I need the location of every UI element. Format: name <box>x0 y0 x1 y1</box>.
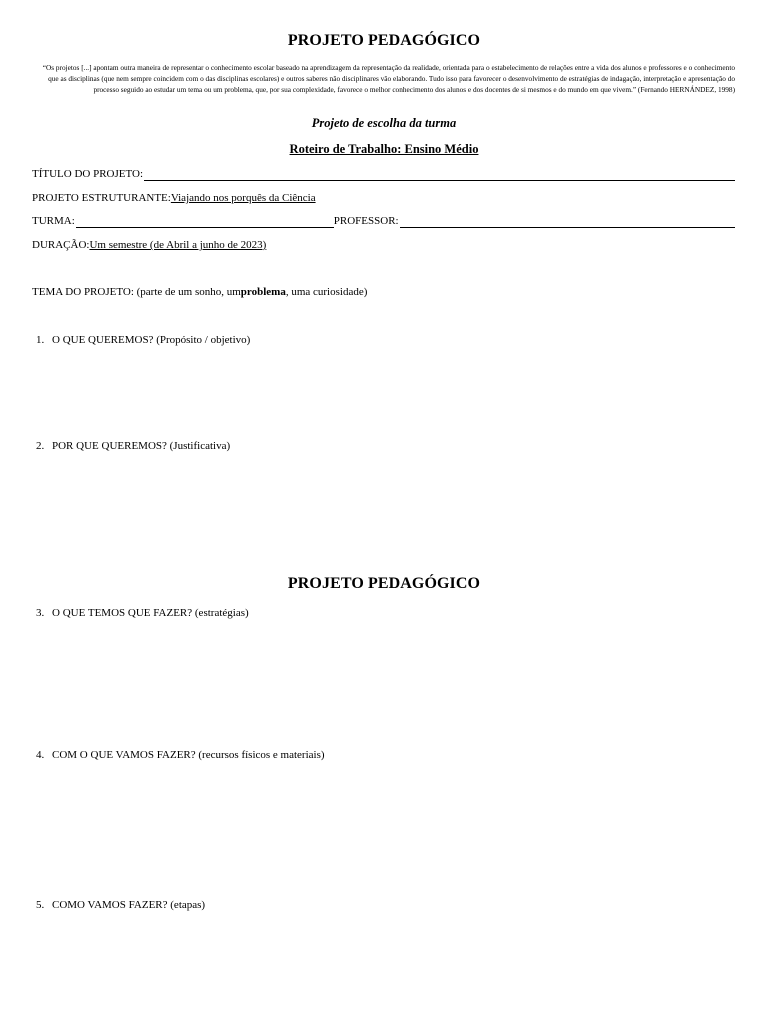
project-title-label: TÍTULO DO PROJETO: <box>32 168 144 180</box>
theme-hint-post: , uma curiosidade) <box>285 286 368 298</box>
duration-value: Um semestre (de Abril a junho de 2023) <box>89 239 267 251</box>
class-professor-field <box>32 214 735 228</box>
question-3 <box>36 606 249 620</box>
structuring-project-field <box>32 191 735 205</box>
theme-hint-bold: problema <box>240 286 286 298</box>
epigraph-quote: “Os projetos [...] apontam outra maneira de representar o conhecimento escolar baseado na aprendizagem da representação da realidade, orientada para o estabelecimento de relações entre a vida dos alunos e professores e o conhecimento que as disciplinas (que nem sempre coincidem com o das disciplinas escolares) e outros saberes não disciplinares vão elaborando. Tudo isso para favorecer o desenvolvimento de estratégias de indagação, interpretação e apresentação do processo seguido ao estudar um tema ou um problema, que, por sua complexidade, favorece o melhor conhecimento dos alunos e dos docentes de si mesmos e do mundo em que vivem.” (Fernando HERNÁNDEZ, 1998) <box>42 63 735 95</box>
class-label: TURMA: <box>32 215 75 227</box>
project-subtitle: Projeto de escolha da turma <box>311 116 457 130</box>
structuring-project-value: Viajando nos porquês da Ciência <box>170 192 316 204</box>
question-5 <box>36 898 205 912</box>
structuring-project-label: PROJETO ESTRUTURANTE: <box>32 192 171 204</box>
question-number: 3. <box>36 607 45 619</box>
question-4 <box>36 748 325 762</box>
question-text: O QUE QUEREMOS? (Propósito / objetivo) <box>52 334 251 346</box>
question-number: 2. <box>36 440 45 452</box>
question-text: O QUE TEMOS QUE FAZER? (estratégias) <box>52 607 249 619</box>
theme-label: TEMA DO PROJETO <box>32 286 131 298</box>
project-title-blank[interactable] <box>144 169 735 181</box>
question-2 <box>36 439 230 453</box>
question-text: COM O QUE VAMOS FAZER? (recursos físicos e materiais) <box>52 749 325 761</box>
question-text: POR QUE QUEREMOS? (Justificativa) <box>52 440 231 452</box>
question-number: 4. <box>36 749 45 761</box>
theme-hint-pre: : (parte de um sonho, um <box>130 286 241 298</box>
duration-label: DURAÇÃO: <box>32 239 90 251</box>
question-1 <box>36 333 250 347</box>
question-text: COMO VAMOS FAZER? (etapas) <box>52 899 206 911</box>
question-number: 5. <box>36 899 45 911</box>
work-plan-heading: Roteiro de Trabalho: Ensino Médio <box>289 142 479 156</box>
project-title-field <box>32 167 735 181</box>
question-number: 1. <box>36 334 45 346</box>
page-title: PROJETO PEDAGÓGICO <box>287 32 481 49</box>
professor-label: PROFESSOR: <box>333 215 399 227</box>
professor-blank[interactable] <box>400 216 735 228</box>
page-title-repeat: PROJETO PEDAGÓGICO <box>287 575 481 592</box>
duration-field <box>32 238 735 252</box>
project-theme-field <box>32 285 735 299</box>
class-blank[interactable] <box>76 216 334 228</box>
